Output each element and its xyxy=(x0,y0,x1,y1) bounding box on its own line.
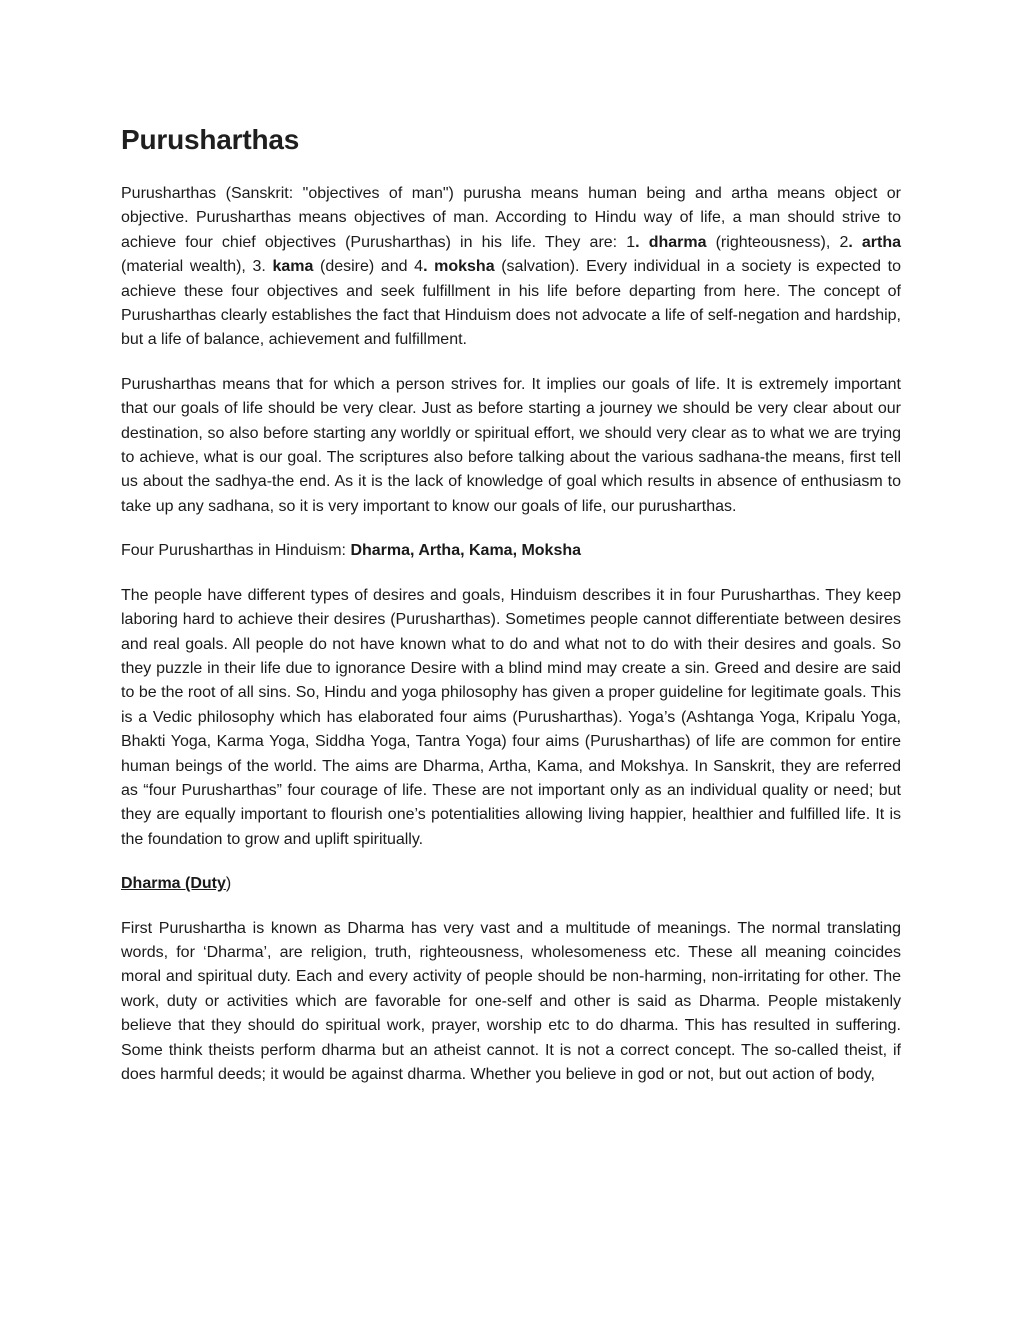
document-page xyxy=(121,118,901,1107)
item-2-term: . artha xyxy=(848,233,902,251)
page-title: Purusharthas xyxy=(121,124,300,155)
paragraph-goals: Purusharthas means that for which a person strives for. It implies our goals of life. It is extremely important that our goals of life should be very clear. Just as before starting a journey we should be very clear about our destination, so also before starting any worldly or spiritual effort, we should very clear as to what we are trying to achieve, what is our goal. The scriptures also before talking about the various sadhana-the means, first tell us about the sadhya-the end. As it is the lack of knowledge of goal which results in absence of enthusiasm to take up any sadhana, so it is very important to know our goals of life, our purusharthas. xyxy=(121,375,901,515)
paragraph-intro xyxy=(121,182,901,353)
paragraph-dharma: First Purushartha is known as Dharma has very vast and a multitude of meanings. The normal translating words, for ‘Dharma’, are religion, truth, righteousness, wholesomeness etc. These all meaning coincides moral and spiritual duty. Each and every activity of people should be non-harming, non-irritating for other. The work, duty or activities which are favorable for one-self and other is said as Dharma. People mistakenly believe that they should do spiritual work, prayer, worship etc to do dharma. This has resulted in suffering. Some think theists perform dharma but an atheist cannot. It is not a correct concept. The so-called theist, if does harmful deeds; it would be against dharma. Whether you believe in god or not, but out action of body, xyxy=(121,919,901,1083)
item-1-number: 1 xyxy=(626,233,636,251)
item-3-number: 3. xyxy=(252,258,273,276)
item-2-desc: (material wealth), xyxy=(121,258,253,276)
item-2-number: 2 xyxy=(839,233,849,251)
item-4-number: 4 xyxy=(414,258,424,276)
intro-text: Purusharthas (Sanskrit: "objectives of man") purusha means human being and artha means object or objective. Purusharthas means objectives of man. According to Hindu way of life, a man should strive to achieve four chief objectives (Purusharthas) in his life. They are: xyxy=(121,185,901,251)
item-1-term: . dharma xyxy=(635,233,707,251)
item-3-term: kama xyxy=(272,258,314,276)
item-1-desc: (righteousness), xyxy=(706,233,840,251)
dharma-heading xyxy=(121,872,901,896)
item-4-term: . moksha xyxy=(423,258,495,276)
dharma-heading-close: ) xyxy=(225,875,232,893)
four-purusharthas-line xyxy=(121,539,901,563)
paragraph-desires: The people have different types of desires and goals, Hinduism describes it in four Purusharthas. They keep laboring hard to achieve their desires (Purusharthas). Sometimes people cannot differentiate between desires and real goals. All people do not have known what to do and what not to do with their desires and goals. So they puzzle in their life due to ignorance Desire with a blind mind may create a sin. Greed and desire are said to be the root of all sins. So, Hindu and yoga philosophy has given a proper guideline for legitimate goals. This is a Vedic philosophy which has elaborated four aims (Purusharthas). Yoga’s (Ashtanga Yoga, Kripalu Yoga, Bhakti Yoga, Karma Yoga, Siddha Yoga, Tantra Yoga) four aims (Purusharthas) of life are common for entire human beings of the world. The aims are Dharma, Artha, Kama, and Mokshya. In Sanskrit, they are referred as “four Purusharthas” four courage of life. These are not important only as an individual quality or need; but they are equally important to flourish one’s potentialities allowing living happier, healthier and fulfilled life. It is the foundation to grow and uplift spiritually. xyxy=(121,586,901,848)
dharma-heading-text: Dharma (Duty xyxy=(121,875,226,893)
item-3-desc: (desire) and xyxy=(313,258,415,276)
intro-rest: (salvation). Every individual in a society is expected to achieve these four objectives and seek fulfillment in his life before departing from here. The concept of Purusharthas clearly establishes the fact that Hinduism does not advocate a life of self-negation and hardship, but a life of balance, achievement and fulfillment. xyxy=(121,258,901,349)
four-purusharthas-label: Four Purusharthas in Hinduism: xyxy=(121,542,351,560)
four-purusharthas-list: Dharma, Artha, Kama, Moksha xyxy=(350,542,582,560)
